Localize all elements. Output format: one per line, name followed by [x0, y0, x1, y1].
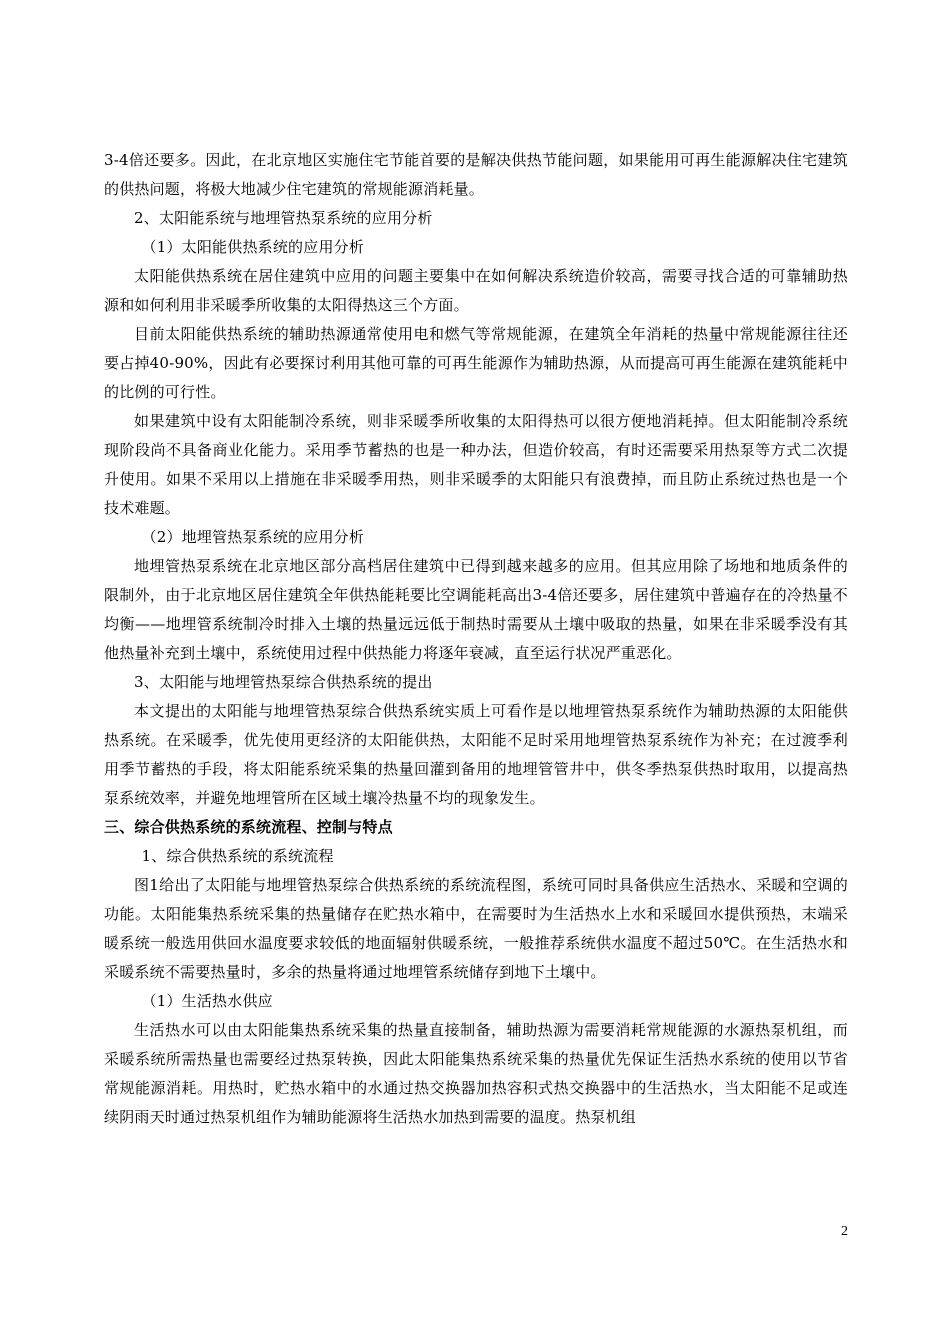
paragraph-continuation: 3-4倍还要多。因此，在北京地区实施住宅节能首要的是解决供热节能问题，如果能用可再生能源解决住宅建筑的供热问题，将极大地减少住宅建筑的常规能源消耗量。 [104, 151, 848, 198]
paragraph: 生活热水可以由太阳能集热系统采集的热量直接制备，辅助热源为需要消耗常规能源的水源热泵机组，而采暖系统所需热量也需要经过热泵转换，因此太阳能集热系统采集的热量优先保证生活热水系统的使用以节省常规能源消耗。用热时，贮热水箱中的水通过热交换器加热容积式热交换器中的生活热水，当太阳能不足或连续阴雨天时通过热泵机组作为辅助能源将生活热水加热到需要的温度。热泵机组 [104, 1021, 848, 1126]
section-heading-2-2: 2、太阳能系统与地埋管热泵系统的应用分析 [134, 209, 433, 227]
paragraph: 太阳能供热系统在居住建筑中应用的问题主要集中在如何解决系统造价较高，需要寻找合适的可靠辅助热源和如何利用非采暖季所收集的太阳得热这三个方面。 [104, 267, 848, 314]
chapter-heading-3: 三、综合供热系统的系统流程、控制与特点 [104, 818, 393, 836]
paragraph: 目前太阳能供热系统的辅助热源通常使用电和燃气等常规能源，在建筑全年消耗的热量中常规能源往往还要占掉40-90%，因此有必要探讨利用其他可靠的可再生能源作为辅助热源，从而提高可再生能源在建筑能耗中的比例的可行性。 [104, 325, 848, 401]
paragraph: 本文提出的太阳能与地埋管热泵综合供热系统实质上可看作是以地埋管热泵系统作为辅助热源的太阳能供热系统。在采暖季，优先使用更经济的太阳能供热，太阳能不足时采用地埋管热泵系统作为补充；在过渡季利用季节蓄热的手段，将太阳能系统采集的热量回灌到备用的地埋管管井中，供冬季热泵供热时取用，以提高热泵系统效率，并避免地埋管所在区域土壤冷热量不均的现象发生。 [104, 702, 848, 807]
section-heading-3-1: 1、综合供热系统的系统流程 [141, 847, 334, 865]
paragraph: 图1给出了太阳能与地埋管热泵综合供热系统的系统流程图，系统可同时具备供应生活热水、采暖和空调的功能。太阳能集热系统采集的热量储存在贮热水箱中，在需要时为生活热水上水和采暖回水提供预热，末端采暖系统一般选用供回水温度要求较低的地面辐射供暖系统，一般推荐系统供水温度不超过50℃。在生活热水和采暖系统不需要热量时，多余的热量将通过地埋管系统储存到地下土壤中。 [104, 876, 848, 981]
document-body [104, 146, 848, 1132]
section-heading-2-3: 3、太阳能与地埋管热泵综合供热系统的提出 [134, 673, 433, 691]
subsection-heading-solar: （1）太阳能供热系统的应用分析 [141, 238, 365, 256]
subsection-heading-hot-water: （1）生活热水供应 [141, 992, 273, 1010]
paragraph: 如果建筑中设有太阳能制冷系统，则非采暖季所收集的太阳得热可以很方便地消耗掉。但太阳能制冷系统现阶段尚不具备商业化能力。采用季节蓄热的也是一种办法，但造价较高，有时还需要采用热泵等方式二次提升使用。如果不采用以上措施在非采暖季用热，则非采暖季的太阳能只有浪费掉，而且防止系统过热也是一个技术难题。 [104, 412, 848, 517]
subsection-heading-ground-pump: （2）地埋管热泵系统的应用分析 [141, 528, 365, 546]
page-number: 2 [841, 1224, 848, 1239]
paragraph: 地埋管热泵系统在北京地区部分高档居住建筑中已得到越来越多的应用。但其应用除了场地和地质条件的限制外，由于北京地区居住建筑全年供热能耗要比空调能耗高出3-4倍还要多，居住建筑中普遍存在的冷热量不均衡——地埋管系统制冷时排入土壤的热量远远低于制热时需要从土壤中吸取的热量，如果在非采暖季没有其他热量补充到土壤中，系统使用过程中供热能力将逐年衰减，直至运行状况严重恶化。 [104, 557, 848, 662]
